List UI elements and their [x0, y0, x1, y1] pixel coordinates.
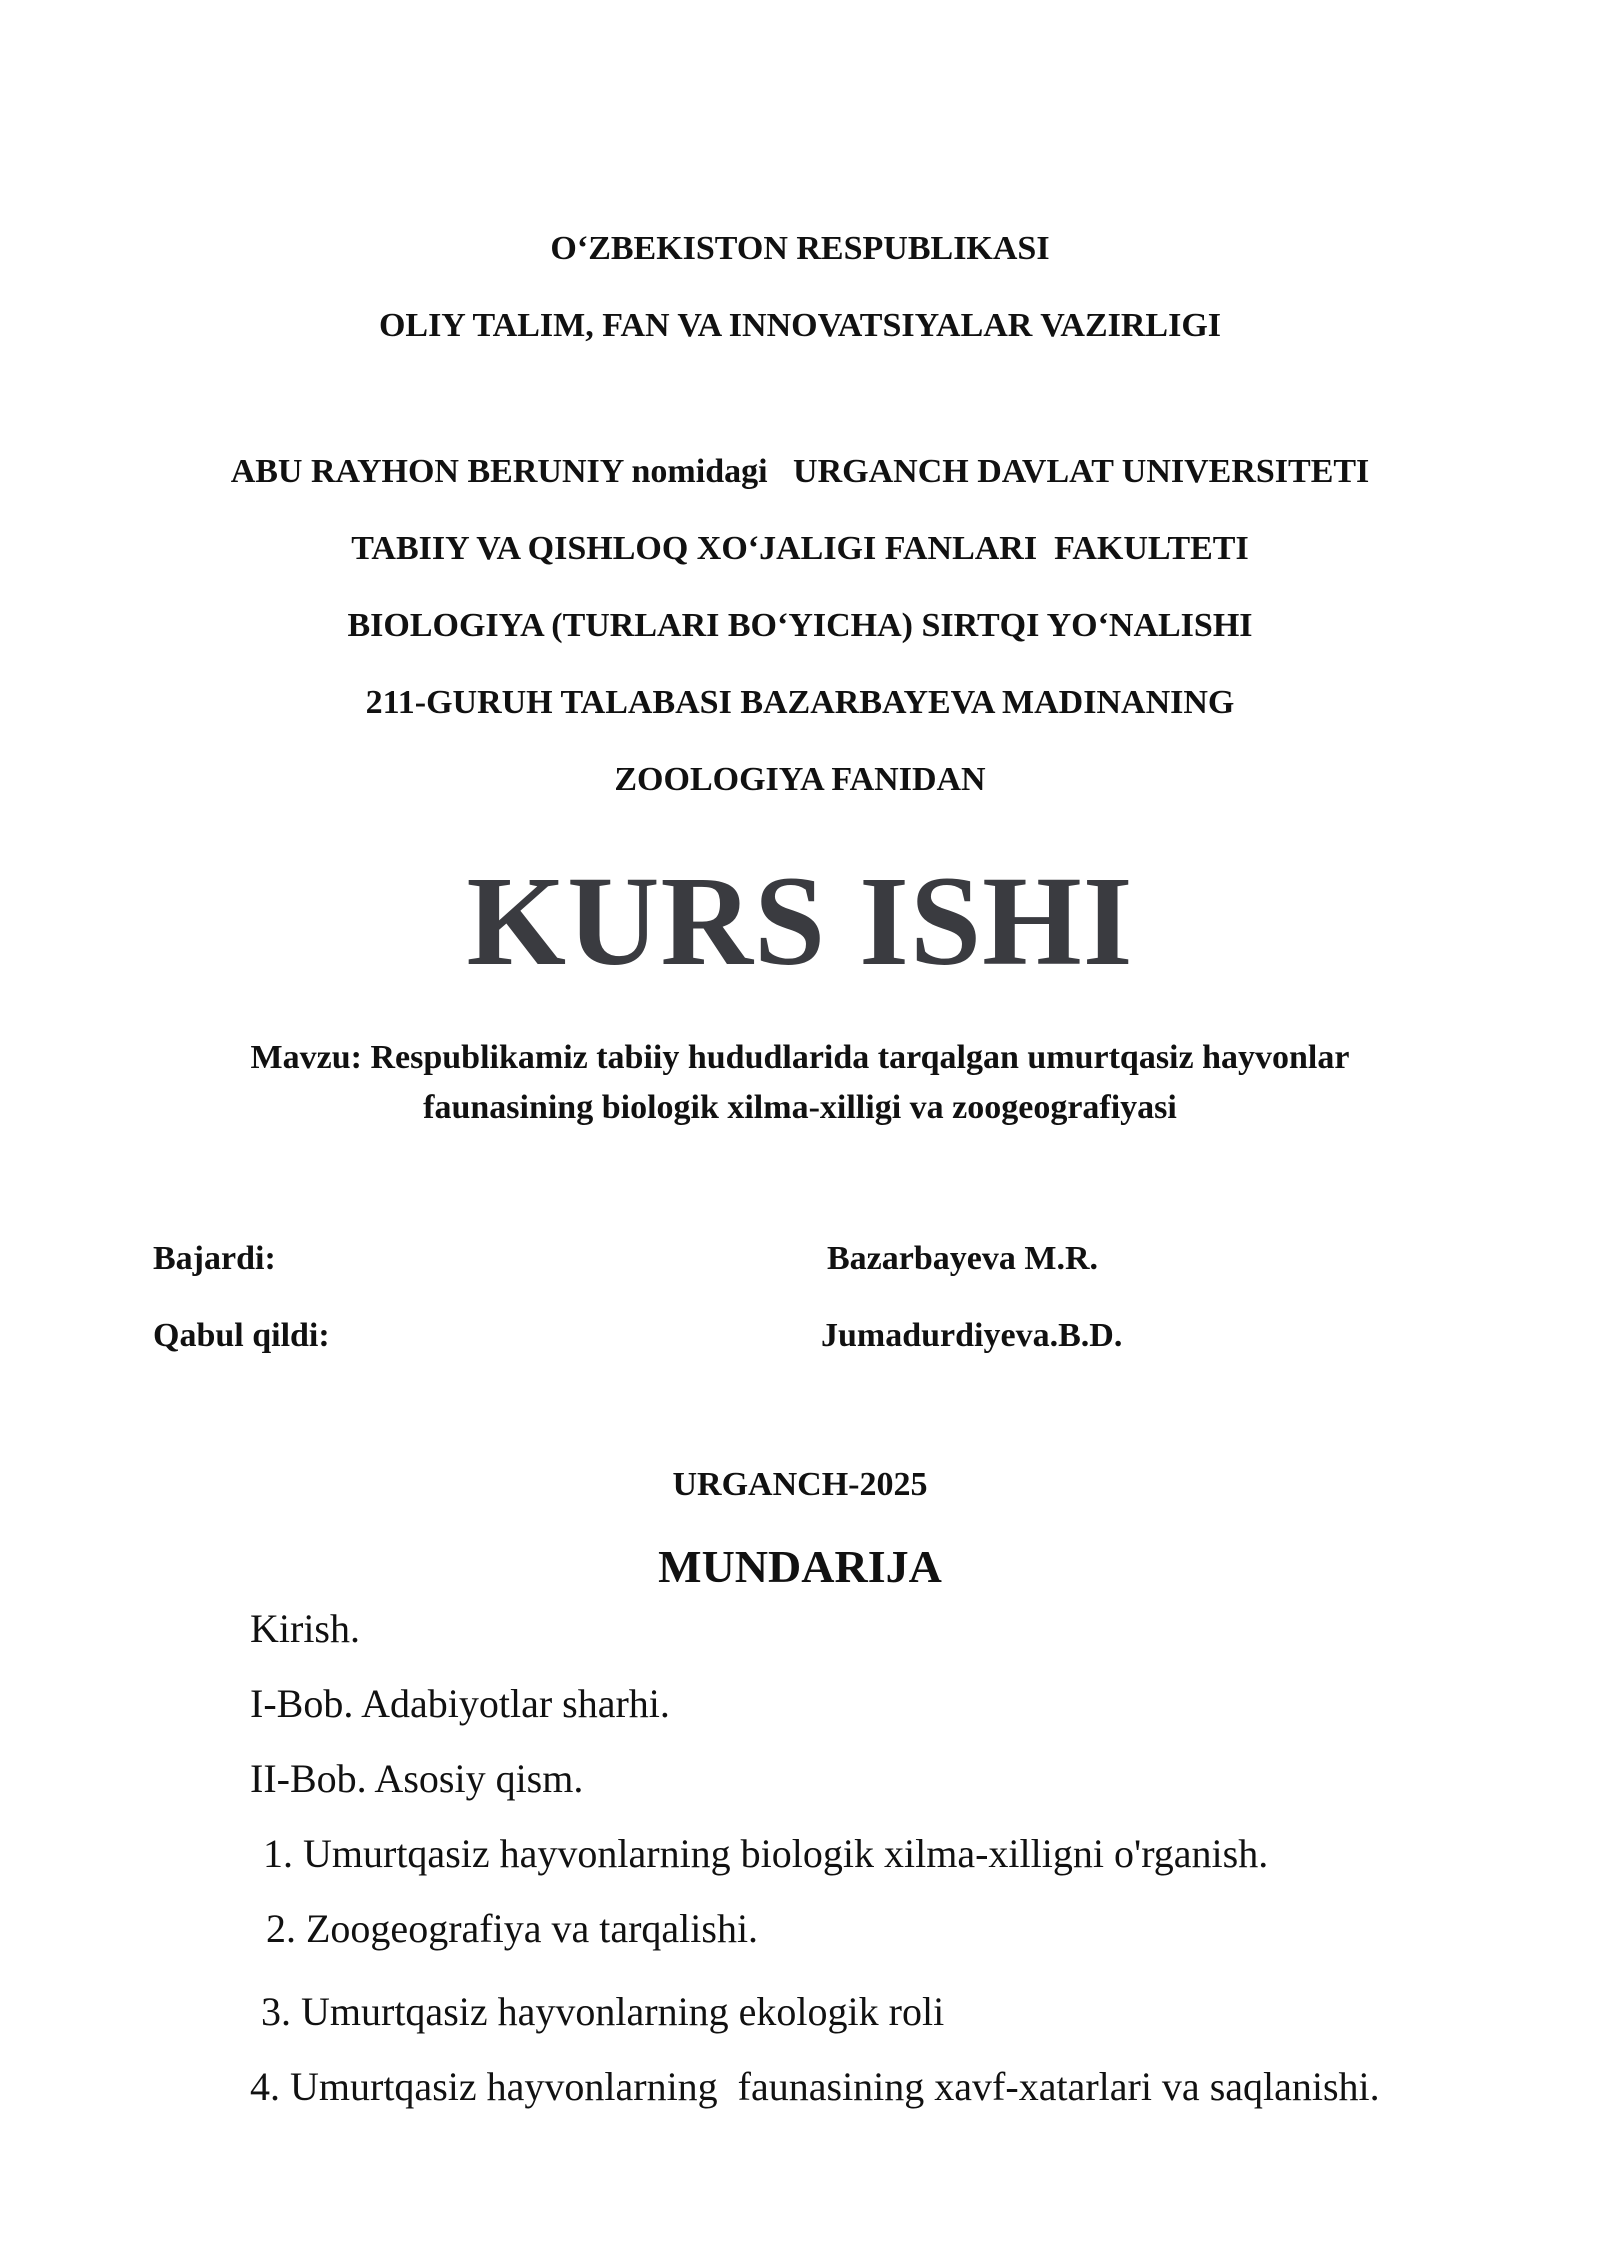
- contents-title: MUNDARIJA: [658, 1541, 942, 1592]
- topic-block: [0, 1033, 1600, 1133]
- toc-item: 3. Umurtqasiz hayvonlarning ekologik roli: [261, 1989, 945, 2034]
- toc-item: 2. Zoogeografiya va tarqalishi.: [266, 1906, 759, 1951]
- department-name: BIOLOGIYA (TURLARI BO‘YICHA) SIRTQI YO‘NALISHI: [347, 607, 1253, 644]
- toc-item: I-Bob. Adabiyotlar sharhi.: [250, 1681, 670, 1726]
- country-name: O‘ZBEKISTON RESPUBLIKASI: [550, 230, 1050, 267]
- ministry-name: OLIY TALIM, FAN VA INNOVATSIYALAR VAZIRLIGI: [378, 307, 1222, 344]
- accepted-by-name: Jumadurdiyeva.B.D.: [821, 1317, 1123, 1354]
- topic-line-1: Mavzu: Respublikamiz tabiiy hududlarida tarqalgan umurtqasiz hayvonlar: [250, 1039, 1350, 1076]
- toc-item: 4. Umurtqasiz hayvonlarning faunasining xavf-xatarlari va saqlanishi.: [250, 2064, 1380, 2109]
- performed-by-label: Bajardi:: [153, 1240, 276, 1277]
- toc-item: 1. Umurtqasiz hayvonlarning biologik xilma-xilligni o'rganish.: [263, 1831, 1269, 1876]
- place-year: URGANCH-2025: [672, 1466, 928, 1503]
- student-line: 211-GURUH TALABASI BAZARBAYEVA MADINANING: [365, 684, 1235, 721]
- accepted-by-label: Qabul qildi:: [153, 1317, 330, 1354]
- toc-item: II-Bob. Asosiy qism.: [250, 1756, 584, 1801]
- faculty-name: TABIIY VA QISHLOQ XO‘JALIGI FANLARI FAKULTETI: [351, 530, 1249, 567]
- topic-line-2: faunasining biologik xilma-xilligi va zoogeografiyasi: [423, 1089, 1177, 1126]
- subject-line: ZOOLOGIYA FANIDAN: [614, 761, 986, 798]
- performed-by-name: Bazarbayeva M.R.: [827, 1240, 1099, 1277]
- university-name: ABU RAYHON BERUNIY nomidagi URGANCH DAVLAT UNIVERSITETI: [230, 453, 1370, 490]
- toc-item: Kirish.: [250, 1606, 360, 1651]
- document-title: KURS ISHI: [466, 850, 1134, 992]
